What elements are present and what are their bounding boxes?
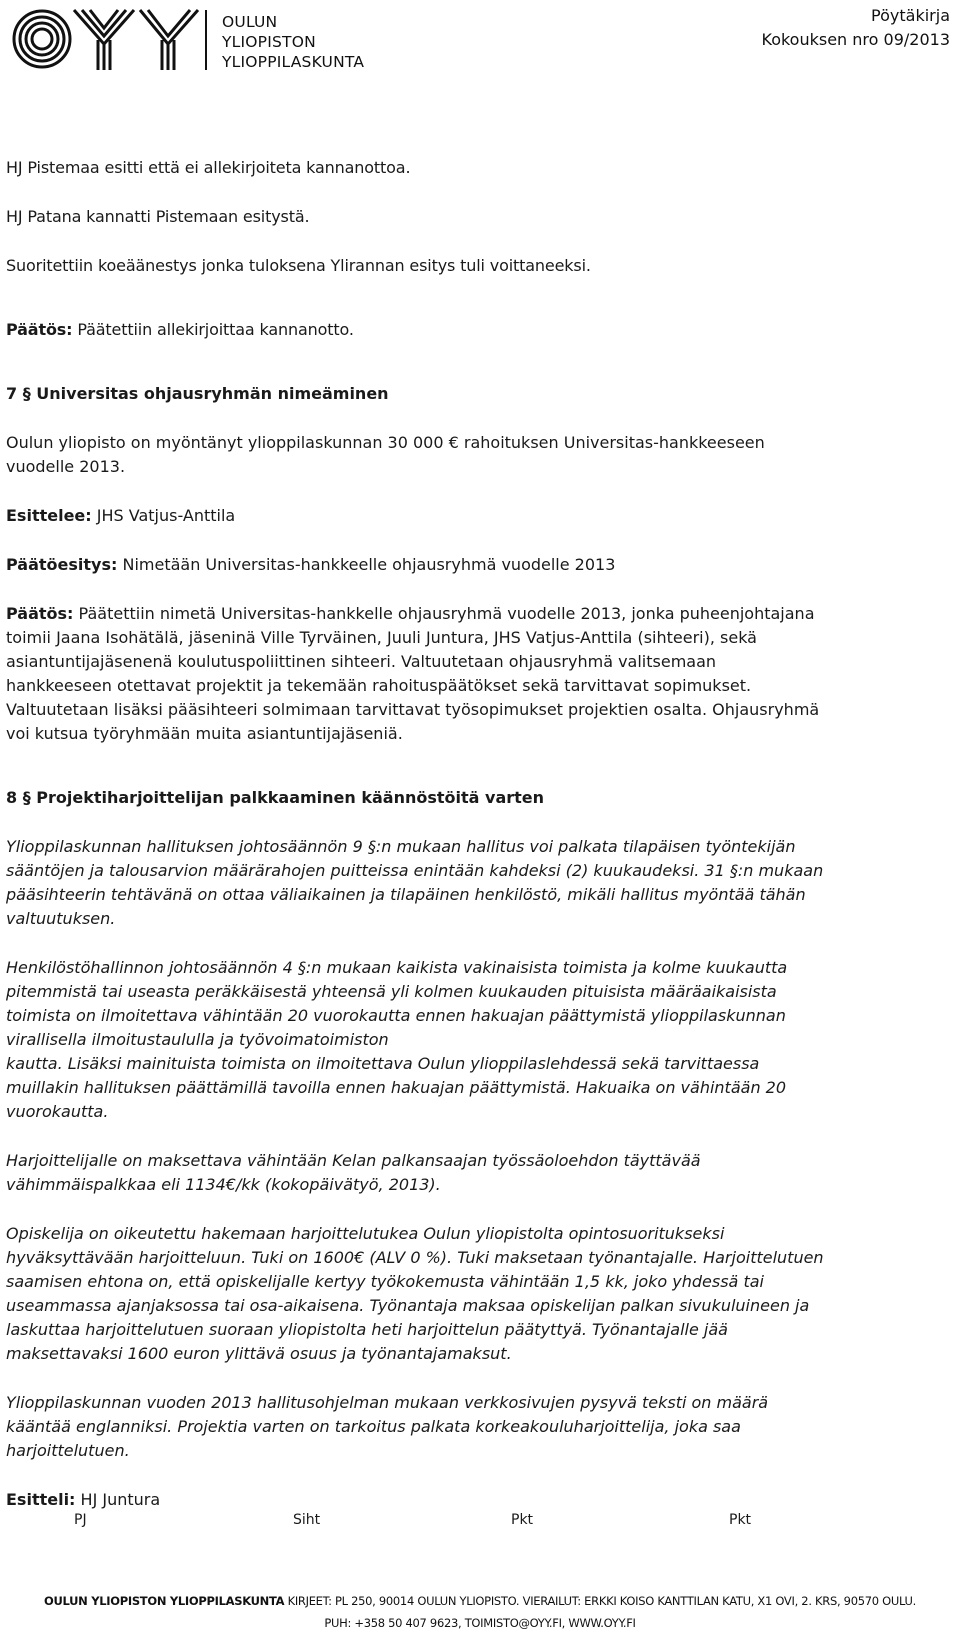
paragraph: HJ Pistemaa esitti että ei allekirjoiteta kannanottoa. — [6, 158, 411, 177]
footer-line — [0, 1590, 960, 1612]
line: Oulun yliopisto on myöntänyt ylioppilaskunnan 30 000 € rahoituksen Universitas-hankkeeseen — [6, 433, 765, 452]
paragraph — [6, 956, 954, 1124]
paragraph — [6, 431, 954, 479]
presenter-paragraph — [6, 504, 954, 528]
signature-initials-row — [0, 1512, 960, 1536]
meeting-number: Kokouksen nro 09/2013 — [761, 30, 950, 49]
line: vähimmäispalkkaa eli 1134€/kk (kokopäivätyö, 2013). — [6, 1175, 441, 1194]
line: toimii Jaana Isohätälä, jäseninä Ville Tyrväinen, Juuli Juntura, JHS Vatjus-Anttila (sihteeri), sekä — [6, 628, 757, 647]
paragraph — [6, 835, 954, 931]
decision-paragraph — [6, 602, 954, 746]
line: laskuttaa harjoittelutuen suoraan yliopistolta heti harjoittelun päätyttyä. Työnantajalle jää — [6, 1320, 728, 1339]
line: kautta. Lisäksi mainituista toimista on ilmoitettava Oulun ylioppilaslehdessä sekä tarvittaessa — [6, 1054, 760, 1073]
line: toimista on ilmoitettava vähintään 20 vuorokautta ennen hakuajan päättymistä ylioppilaskunnan — [6, 1006, 786, 1025]
line: vuorokautta. — [6, 1102, 109, 1121]
footer-contact: PUH: +358 50 407 9623, TOIMISTO@OYY.FI, WWW.OYY.FI — [324, 1616, 636, 1630]
signature-initial: PJ — [74, 1512, 87, 1528]
footer-address: KIRJEET: PL 250, 90014 OULUN YLIOPISTO. VIERAILUT: ERKKI KOISO KANTTILAN KATU, X1 OVI, 2. KRS, 90570 OULU. — [284, 1594, 916, 1608]
line: muillakin hallituksen päättämillä tavoilla ennen hakuajan päättymistä. Hakuaika on vähintään 20 — [6, 1078, 787, 1097]
proposal-paragraph — [6, 553, 954, 577]
line: harjoittelutuen. — [6, 1441, 130, 1460]
section-7-heading: 7 § Universitas ohjausryhmän nimeäminen — [6, 384, 389, 403]
line: useammassa ajanjaksossa tai osa-aikaisena. Työnantaja maksaa opiskelijan palkan sivukuluineen ja — [6, 1296, 810, 1315]
line: maksettavaksi 1600 euron ylittävä osuus ja työnantajamaksut. — [6, 1344, 512, 1363]
decision-label: Päätös: — [6, 604, 74, 623]
logo-wordmark — [222, 12, 364, 72]
line: saamisen ehtona on, että opiskelijalle kertyy työkokemusta vähintään 1,5 kk, joko yhdessä tai — [6, 1272, 764, 1291]
decision-label: Päätös: — [6, 320, 73, 339]
proposal-text: Nimetään Universitas-hankkeelle ohjausryhmä vuodelle 2013 — [117, 555, 616, 574]
footer-org: OULUN YLIOPISTON YLIOPPILASKUNTA — [44, 1594, 285, 1608]
line: Opiskelija on oikeutettu hakemaan harjoittelutukea Oulun yliopistolta opintosuoritukseksi — [6, 1224, 725, 1243]
logo-line: YLIOPPILASKUNTA — [222, 53, 365, 71]
presenter-paragraph — [6, 1488, 954, 1512]
oyy-logo-mark — [8, 6, 208, 72]
document-type — [762, 4, 951, 52]
line: voi kutsua työryhmään muita asiantuntijajäseniä. — [6, 724, 403, 743]
proposal-label: Päätöesitys: — [6, 555, 118, 574]
paragraph: HJ Patana kannatti Pistemaan esitystä. — [6, 207, 310, 226]
document-header — [0, 0, 960, 80]
line: vuodelle 2013. — [6, 457, 126, 476]
line: Ylioppilaskunnan hallituksen johtosäännön 9 §:n mukaan hallitus voi palkata tilapäisen työntekijän — [6, 837, 796, 856]
decision-text: Päätettiin allekirjoittaa kannanotto. — [72, 320, 354, 339]
presenter-label: Esittelee: — [6, 506, 92, 525]
section-8-heading: 8 § Projektiharjoittelijan palkkaaminen käännöstöitä varten — [6, 788, 545, 807]
line: Päätettiin nimetä Universitas-hankkelle ohjausryhmä vuodelle 2013, jonka puheenjohtajana — [73, 604, 815, 623]
decision-paragraph — [6, 318, 954, 342]
line: sääntöjen ja talousarvion määrärahojen puitteissa enintään kahdeksi (2) kuukaudeksi. 31 §:n mukaan — [6, 861, 824, 880]
paragraph — [6, 1222, 954, 1366]
line: Ylioppilaskunnan vuoden 2013 hallitusohjelman mukaan verkkosivujen pysyvä teksti on määrä — [6, 1393, 769, 1412]
minutes-body — [6, 156, 954, 1512]
logo-line: YLIOPISTON — [222, 33, 316, 51]
line: virallisella ilmoitustaululla ja työvoimatoimiston — [6, 1030, 389, 1049]
signature-initial: Pkt — [511, 1512, 534, 1528]
line: asiantuntijajäsenenä koulutuspoliittinen sihteeri. Valtuutetaan ohjausryhmä valitsemaan — [6, 652, 717, 671]
line: kääntää englanniksi. Projektia varten on tarkoitus palkata korkeakouluharjoittelija, joka saa — [6, 1417, 741, 1436]
line: hyväksyttävään harjoitteluun. Tuki on 1600€ (ALV 0 %). Tuki maksetaan työnantajalle. Harjoittelutuen — [6, 1248, 824, 1267]
presenter-name: HJ Juntura — [75, 1490, 161, 1509]
line: valtuutuksen. — [6, 909, 116, 928]
line: hankkeeseen otettavat projektit ja tekemään rahoituspäätökset sekä tarvittavat sopimukset. — [6, 676, 752, 695]
paragraph — [6, 1391, 954, 1463]
presenter-name: JHS Vatjus-Anttila — [91, 506, 236, 525]
paragraph: Suoritettiin koeäänestys jonka tuloksena Ylirannan esitys tuli voittaneeksi. — [6, 256, 591, 275]
document-footer — [0, 1590, 960, 1634]
signature-initial: Siht — [293, 1512, 321, 1528]
line: pitemmistä tai useasta peräkkäisestä yhteensä yli kolmen kuukauden pituisista määräaikaisista — [6, 982, 777, 1001]
oyy-logo — [8, 6, 368, 72]
logo-line: OULUN — [222, 13, 278, 31]
line: Valtuutetaan lisäksi pääsihteeri solmimaan tarvittavat työsopimukset projektien osalta. Ohjausryhmä — [6, 700, 820, 719]
line: Harjoittelijalle on maksettava vähintään Kelan palkansaajan työssäoloehdon täyttävää — [6, 1151, 701, 1170]
doc-type-title: Pöytäkirja — [871, 6, 950, 25]
presenter-label: Esitteli: — [6, 1490, 76, 1509]
line: Henkilöstöhallinnon johtosäännön 4 §:n mukaan kaikista vakinaisista toimista ja kolme kuukautta — [6, 958, 788, 977]
signature-initial: Pkt — [729, 1512, 752, 1528]
line: pääsihteerin tehtävänä on ottaa väliaikainen ja tilapäinen henkilöstö, mikäli hallitus myöntää tähän — [6, 885, 806, 904]
paragraph — [6, 1149, 954, 1197]
